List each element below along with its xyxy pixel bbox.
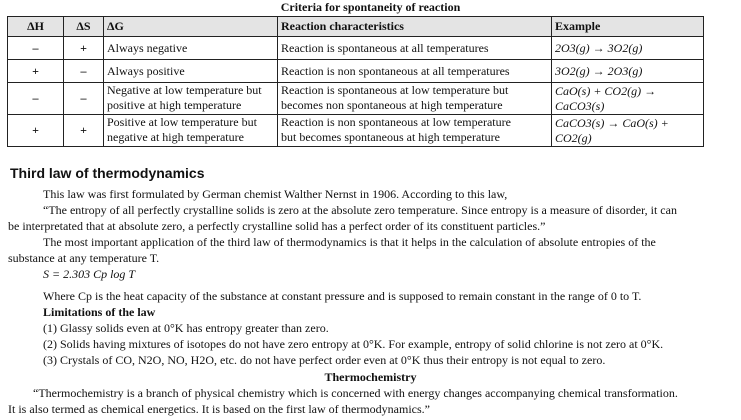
- cell-example: CaCO3(s) → CaO(s) + CO2(g): [552, 115, 704, 147]
- limitation-item: (2) Solids having mixtures of isotopes do not have zero entropy at 0°K. For example, entropy of solid chlorine is not zero at 0°K.: [43, 337, 664, 351]
- cell-delta-g: Always negative: [104, 37, 278, 60]
- cell-delta-h: +: [8, 115, 64, 147]
- limitation-item: (1) Glassy solids even at 0°K has entropy greater than zero.: [43, 321, 329, 335]
- table-row: [8, 37, 704, 60]
- header-characteristics: Reaction characteristics: [278, 17, 552, 37]
- third-law-heading: Third law of thermodynamics: [10, 165, 205, 181]
- spontaneity-criteria-table: [7, 16, 704, 147]
- table-header-row: [8, 17, 704, 37]
- table-row: [8, 115, 704, 147]
- cell-delta-g: [104, 115, 278, 147]
- thermochemistry-line2: It is also termed as chemical energetics. It is based on the first law of thermodynamics.”: [8, 402, 430, 416]
- header-delta-g: ΔG: [104, 17, 278, 37]
- table-row: [8, 83, 704, 115]
- cell-delta-g-line1: Positive at low temperature but: [107, 115, 257, 129]
- cell-delta-g-line2: negative at high temperature: [107, 130, 244, 144]
- limitations-heading: Limitations of the law: [43, 305, 156, 319]
- cell-characteristics: Reaction is non spontaneous at all temperatures: [278, 60, 552, 83]
- cell-characteristics: [278, 83, 552, 115]
- third-law-application-line2: substance at any temperature T.: [8, 251, 160, 265]
- third-law-application-line1: The most important application of the third law of thermodynamics is that it helps in the calculation of absolute entropies of the: [43, 235, 656, 249]
- header-delta-h: ΔH: [8, 17, 64, 37]
- table-row: [8, 60, 704, 83]
- cell-delta-s: –: [64, 83, 104, 115]
- header-delta-s: ΔS: [64, 17, 104, 37]
- cell-example: CaO(s) + CO2(g) → CaCO3(s): [552, 83, 704, 115]
- cell-delta-g-line1: Negative at low temperature but: [107, 83, 262, 97]
- third-law-statement-line1: “The entropy of all perfectly crystalline solids is zero at the absolute zero temperature. Since entropy is a measure of disorder, it can: [43, 203, 677, 217]
- thermochemistry-heading: Thermochemistry: [324, 370, 417, 384]
- third-law-intro: This law was first formulated by German chemist Walther Nernst in 1906. According to this law,: [43, 187, 508, 201]
- cell-characteristics-line1: Reaction is non spontaneous at low temperature: [281, 115, 511, 129]
- cell-characteristics-line2: but becomes spontaneous at high temperature: [281, 130, 500, 144]
- header-example: Example: [552, 17, 704, 37]
- cell-delta-h: –: [8, 37, 64, 60]
- cell-delta-s: +: [64, 115, 104, 147]
- cell-delta-g-line2: positive at high temperature: [107, 98, 242, 112]
- cell-delta-h: +: [8, 60, 64, 83]
- cell-delta-g: Always positive: [104, 60, 278, 83]
- cell-delta-s: +: [64, 37, 104, 60]
- cell-delta-g: [104, 83, 278, 115]
- cell-delta-s: –: [64, 60, 104, 83]
- entropy-formula: S = 2.303 Cp log T: [43, 267, 136, 281]
- cell-characteristics: [278, 115, 552, 147]
- third-law-statement-line2: be interpretated that at absolute zero, a perfectly crystalline solid has a perfect order of its constituent particles.”: [8, 219, 546, 233]
- thermochemistry-line1: “Thermochemistry is a branch of physical chemistry which is concerned with energy changes accompanying chemical transformation.: [33, 386, 678, 400]
- third-law-where-text: Where Cp is the heat capacity of the substance at constant pressure and is supposed to remain constant in the range of 0 to T.: [43, 289, 642, 303]
- table-title: Criteria for spontaneity of reaction: [280, 0, 461, 14]
- cell-characteristics-line1: Reaction is spontaneous at low temperature but: [281, 83, 509, 97]
- cell-example: 3O2(g) → 2O3(g): [552, 60, 704, 83]
- limitation-item: (3) Crystals of CO, N2O, NO, H2O, etc. do not have perfect order even at 0°K thus their entropy is not equal to zero.: [43, 353, 606, 367]
- cell-characteristics: Reaction is spontaneous at all temperatures: [278, 37, 552, 60]
- cell-characteristics-line2: becomes non spontaneous at high temperature: [281, 98, 503, 112]
- cell-example: 2O3(g) → 3O2(g): [552, 37, 704, 60]
- cell-delta-h: –: [8, 83, 64, 115]
